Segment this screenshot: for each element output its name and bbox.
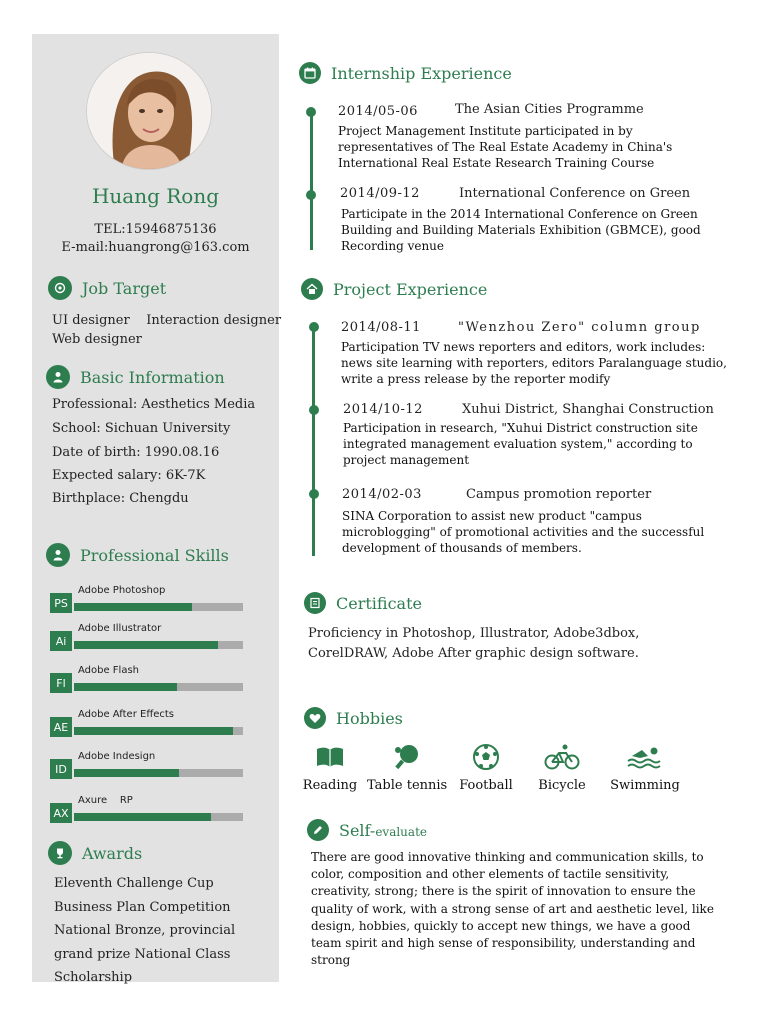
skill-name: Adobe Photoshop [78,585,166,596]
calendar-icon [299,62,321,84]
certificate-title: Certificate [336,593,422,613]
hobby-label: Reading [302,778,358,793]
heart-icon [304,707,326,729]
skill-row [50,709,250,739]
certificate-icon [304,592,326,614]
skill-bar [74,603,243,611]
internship-timeline [310,110,313,250]
football-icon [472,744,500,770]
hobby-label: Bicycle [538,778,586,793]
project-title: Project Experience [333,279,488,299]
awards-title: Awards [82,843,143,863]
profile-name: Huang Rong [91,184,220,208]
skill-fill [74,769,179,777]
skill-bar [74,769,243,777]
entry-date: 2014/02-03 [342,487,422,502]
entry-date: 2014/10-12 [343,402,423,417]
skill-row [50,623,250,653]
entry-title: Campus promotion reporter [466,487,652,502]
self-evaluate-title-small: evaluate [375,824,427,839]
trophy-icon [48,841,72,865]
entry-date: 2014/09-12 [340,186,420,201]
skill-fill [74,603,192,611]
basic-info-item: School: Sichuan University [52,421,231,436]
entry-body: SINA Corporation to assist new product "campus microblogging" of promotional activities and the successful development of thousands of members. [342,509,705,555]
skill-bar [74,683,243,691]
timeline-dot [306,190,316,200]
hobby-label: Table tennis [367,778,448,793]
timeline-dot [309,322,319,332]
basic-info-item: Date of birth: 1990.08.16 [52,445,220,460]
timeline-dot [306,107,316,117]
hobby-label: Football [459,778,513,793]
skill-badge: ID [50,759,72,779]
profile-tel: TEL:15946875136 [94,222,217,237]
entry-date: 2014/08-11 [341,320,421,335]
target-icon [48,276,72,300]
person-icon [46,365,70,389]
entry-body: Participation TV news reporters and editors, work includes: news site learning with reporters, editors Paralanguage studio, write a press release by the reporter modify [341,340,727,386]
hobby-reading [290,744,370,793]
entry-title: "Wenzhou Zero" column group [458,320,701,335]
skill-row [50,751,250,781]
skill-row [50,795,250,825]
edit-icon [307,819,329,841]
skill-name: Adobe Indesign [78,751,156,762]
certificate-heading [304,592,422,614]
entry-body: Participate in the 2014 International Conference on Green Building and Building Materials Exhibition (GBMCE), good Recording venue [341,207,701,253]
awards-text: Eleventh Challenge Cup Business Plan Competition National Bronze, provincial grand prize National Class Scholarship [54,876,236,985]
sidebar [32,34,282,985]
basic-info-item: Professional: Aesthetics Media [52,397,256,412]
skill-fill [74,641,218,649]
bicycle-icon [544,744,580,770]
entry-body: Project Management Institute participated in by representatives of The Real Estate Academy in China's International Real Estate Research Training Course [338,124,673,170]
swimming-icon [626,744,664,770]
job-target-heading [48,276,166,300]
job-target-title: Job Target [82,278,167,298]
basic-info-item: Expected salary: 6K-7K [52,468,206,483]
skill-fill [74,727,233,735]
skill-row [50,665,250,695]
skill-badge: PS [50,593,72,613]
book-icon [315,744,345,770]
certificate-text: Proficiency in Photoshop, Illustrator, Adobe3dbox, CorelDRAW, Adobe After graphic design software. [308,626,640,661]
skill-badge: AX [50,803,72,823]
basic-info-heading [46,365,225,389]
skill-bar [74,641,243,649]
skills-title: Professional Skills [80,545,229,565]
hobby-bicycle [522,744,602,793]
basic-info-item: Birthplace: Chengdu [52,491,189,506]
profile-email: E-mail:huangrong@163.com [61,240,250,255]
self-evaluate-title [339,821,427,840]
hobby-table-tennis [367,744,447,793]
skill-badge: Ai [50,631,72,651]
skills-heading [46,543,229,567]
timeline-dot [309,405,319,415]
project-heading [301,278,487,300]
skill-name: Adobe Illustrator [78,623,162,634]
skill-bar [74,813,243,821]
hobby-football [446,744,526,793]
skill-name: Adobe After Effects [78,709,174,720]
hobbies-heading [304,707,403,729]
avatar [86,52,212,170]
skill-badge: AE [50,717,72,737]
table-tennis-icon [392,744,422,770]
entry-body: Participation in research, "Xuhui District construction site integrated management evaluation system," according to project management [343,421,698,467]
skill-row [50,585,250,615]
project-timeline [312,326,315,556]
self-evaluate-title-main: Self- [339,820,376,840]
skill-fill [74,813,211,821]
internship-title: Internship Experience [331,63,512,83]
skill-name: Axure RP [78,795,133,806]
entry-title: Xuhui District, Shanghai Construction [462,402,714,417]
self-evaluate-heading [307,819,427,841]
profile-photo [87,53,212,170]
skill-badge: Fl [50,673,72,693]
hobby-label: Swimming [610,778,680,793]
basic-info-title: Basic Information [80,367,225,387]
hobby-swimming [605,744,685,793]
hobbies-title: Hobbies [336,708,403,728]
self-evaluate-text: There are good innovative thinking and communication skills, to color, composition and other elements of tactile sensitivity, creativity, strong; there is the spirit of innovation to ensure the quality of work, with a strong sense of art and aesthetic level, like design, hobbies, quickly to accept new things, we have a good team spirit and high sense of responsibility, understanding and strong [311,850,714,968]
job-target-line1: UI designer Interaction designer [52,313,282,328]
awards-heading [48,841,142,865]
entry-title: International Conference on Green [459,186,691,201]
entry-date: 2014/05-06 [338,104,418,119]
skill-fill [74,683,177,691]
skill-name: Adobe Flash [78,665,140,676]
home-icon [301,278,323,300]
timeline-dot [309,489,319,499]
skill-bar [74,727,243,735]
entry-title: The Asian Cities Programme [455,102,644,117]
user-icon [46,543,70,567]
job-target-line2: Web designer [52,332,142,347]
internship-heading [299,62,512,84]
